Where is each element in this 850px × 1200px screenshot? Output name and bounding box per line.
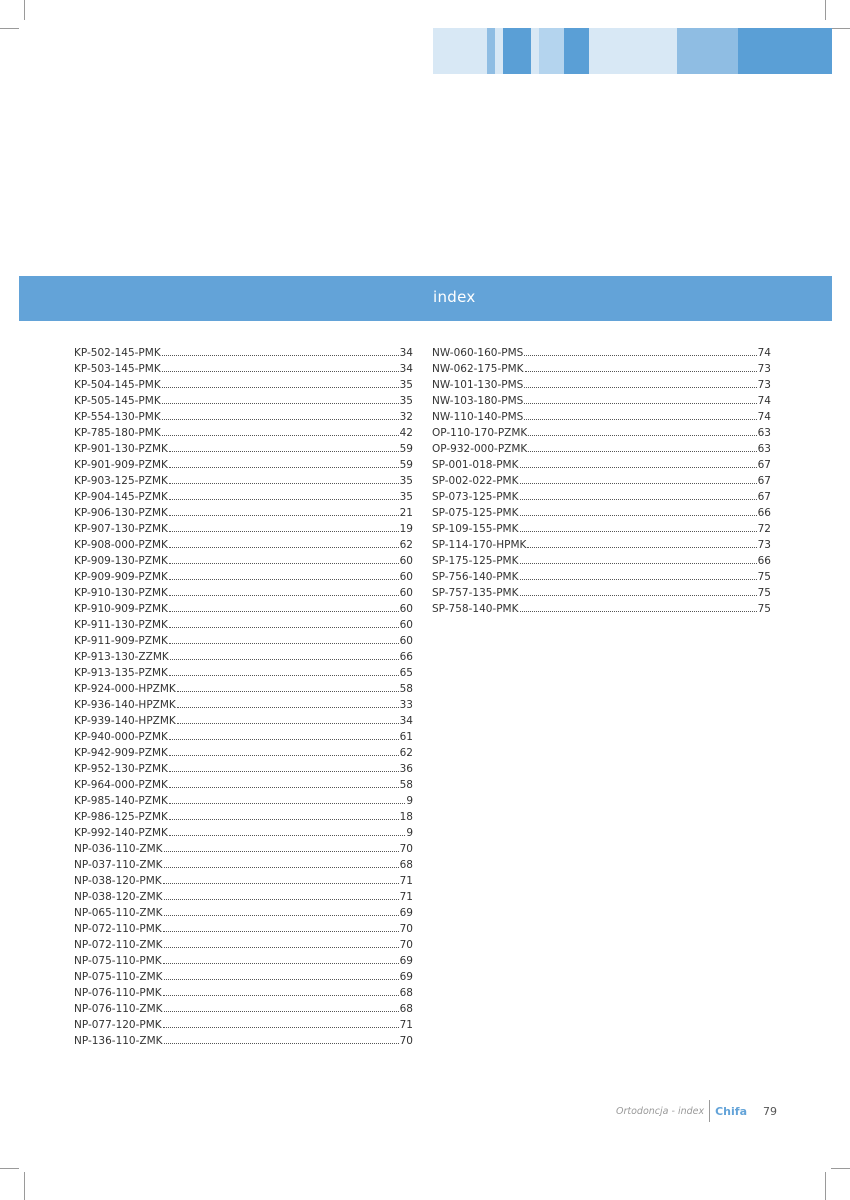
page-ref: 35 <box>399 379 413 391</box>
index-entry <box>74 649 413 665</box>
product-code: NP-072-110-ZMK <box>74 939 163 951</box>
index-entry <box>74 905 413 921</box>
page-ref: 75 <box>757 603 771 615</box>
dot-leader <box>177 707 399 708</box>
index-entry <box>74 793 413 809</box>
deco-block <box>564 28 589 74</box>
index-entry <box>74 665 413 681</box>
index-entry <box>74 393 413 409</box>
page-ref: 59 <box>399 443 413 455</box>
index-entry <box>432 521 771 537</box>
index-entry <box>74 441 413 457</box>
dot-leader <box>169 579 399 580</box>
dot-leader <box>162 371 399 372</box>
dot-leader <box>164 1043 399 1044</box>
dot-leader <box>163 931 399 932</box>
page-footer <box>616 1100 777 1122</box>
page-ref: 62 <box>399 747 413 759</box>
product-code: KP-909-909-PZMK <box>74 571 168 583</box>
product-code: KP-910-909-PZMK <box>74 603 168 615</box>
dot-leader <box>163 995 399 996</box>
product-code: NP-076-110-PMK <box>74 987 162 999</box>
product-code: SP-075-125-PMK <box>432 507 519 519</box>
dot-leader <box>162 387 399 388</box>
dot-leader <box>163 883 399 884</box>
dot-leader <box>164 1011 399 1012</box>
page-ref: 74 <box>757 411 771 423</box>
page-ref: 62 <box>399 539 413 551</box>
page-ref: 18 <box>399 811 413 823</box>
index-entry <box>432 553 771 569</box>
page-ref: 71 <box>399 1019 413 1031</box>
page-ref: 35 <box>399 491 413 503</box>
deco-block <box>495 28 503 74</box>
page-ref: 63 <box>757 443 771 455</box>
product-code: KP-952-130-PZMK <box>74 763 168 775</box>
dot-leader <box>169 611 399 612</box>
index-entry <box>74 777 413 793</box>
index-entry <box>432 569 771 585</box>
index-entry <box>432 505 771 521</box>
product-code: KP-913-130-ZZMK <box>74 651 169 663</box>
index-entry <box>74 425 413 441</box>
dot-leader <box>169 819 399 820</box>
dot-leader <box>177 723 399 724</box>
index-entry <box>74 937 413 953</box>
index-entry <box>74 857 413 873</box>
page-ref: 68 <box>399 859 413 871</box>
dot-leader <box>164 979 399 980</box>
dot-leader <box>520 515 757 516</box>
index-entry <box>74 585 413 601</box>
product-code: SP-114-170-HPMK <box>432 539 527 551</box>
page-ref: 75 <box>757 587 771 599</box>
product-code: SP-001-018-PMK <box>432 459 519 471</box>
dot-leader <box>177 691 399 692</box>
page-ref: 70 <box>399 923 413 935</box>
index-entry <box>74 841 413 857</box>
dot-leader <box>524 355 756 356</box>
product-code: NW-060-160-PMS <box>432 347 524 359</box>
dot-leader <box>524 387 756 388</box>
product-code: KP-939-140-HPZMK <box>74 715 176 727</box>
product-code: NW-101-130-PMS <box>432 379 524 391</box>
product-code: KP-992-140-PZMK <box>74 827 168 839</box>
product-code: NP-038-120-ZMK <box>74 891 163 903</box>
dot-leader <box>169 803 405 804</box>
page-ref: 60 <box>399 571 413 583</box>
page-ref: 34 <box>399 347 413 359</box>
product-code: KP-504-145-PMK <box>74 379 161 391</box>
product-code: KP-942-909-PZMK <box>74 747 168 759</box>
product-code: SP-002-022-PMK <box>432 475 519 487</box>
product-code: OP-932-000-PZMK <box>432 443 528 455</box>
page-ref: 75 <box>757 571 771 583</box>
crop-mark <box>0 28 19 29</box>
product-code: KP-554-130-PMK <box>74 411 161 423</box>
dot-leader <box>169 755 399 756</box>
crop-mark <box>0 1168 19 1169</box>
page-ref: 58 <box>399 779 413 791</box>
index-entry <box>74 409 413 425</box>
dot-leader <box>169 467 399 468</box>
dot-leader <box>169 675 399 676</box>
product-code: KP-909-130-PZMK <box>74 555 168 567</box>
dot-leader <box>164 947 399 948</box>
dot-leader <box>169 643 399 644</box>
page-ref: 73 <box>757 379 771 391</box>
index-entry <box>432 425 771 441</box>
dot-leader <box>525 371 757 372</box>
index-entry <box>432 441 771 457</box>
page-ref: 68 <box>399 1003 413 1015</box>
page-ref: 21 <box>399 507 413 519</box>
page-ref: 60 <box>399 587 413 599</box>
deco-block <box>487 28 495 74</box>
index-entry <box>74 953 413 969</box>
page-ref: 9 <box>406 795 413 807</box>
crop-mark <box>825 1172 826 1200</box>
index-entry <box>432 473 771 489</box>
product-code: NP-075-110-PMK <box>74 955 162 967</box>
index-entry <box>74 601 413 617</box>
product-code: KP-910-130-PZMK <box>74 587 168 599</box>
product-code: SP-175-125-PMK <box>432 555 519 567</box>
dot-leader <box>169 451 399 452</box>
index-entry <box>74 1017 413 1033</box>
page-ref: 73 <box>757 363 771 375</box>
product-code: KP-904-145-PZMK <box>74 491 168 503</box>
crop-mark <box>831 28 850 29</box>
index-entry <box>74 809 413 825</box>
product-code: KP-907-130-PZMK <box>74 523 168 535</box>
dot-leader <box>169 531 399 532</box>
dot-leader <box>164 851 399 852</box>
deco-block <box>539 28 564 74</box>
page-ref: 69 <box>399 907 413 919</box>
product-code: KP-924-000-HPZMK <box>74 683 176 695</box>
index-entry <box>74 889 413 905</box>
product-code: NW-103-180-PMS <box>432 395 524 407</box>
dot-leader <box>169 787 399 788</box>
crop-mark <box>831 1168 850 1169</box>
deco-block <box>433 28 487 74</box>
index-entry <box>74 553 413 569</box>
index-entry <box>74 985 413 1001</box>
index-entry <box>432 457 771 473</box>
deco-block <box>503 28 531 74</box>
index-entry <box>74 825 413 841</box>
page-ref: 32 <box>399 411 413 423</box>
product-code: KP-901-130-PZMK <box>74 443 168 455</box>
product-code: KP-986-125-PZMK <box>74 811 168 823</box>
page-ref: 36 <box>399 763 413 775</box>
deco-block <box>738 28 832 74</box>
page-ref: 67 <box>757 459 771 471</box>
index-entry <box>74 697 413 713</box>
footer-brand: Chifa <box>715 1104 747 1118</box>
page-ref: 69 <box>399 971 413 983</box>
dot-leader <box>169 483 399 484</box>
product-code: NP-037-110-ZMK <box>74 859 163 871</box>
product-code: NP-076-110-ZMK <box>74 1003 163 1015</box>
index-entry <box>74 345 413 361</box>
product-code: KP-908-000-PZMK <box>74 539 168 551</box>
index-entry <box>432 601 771 617</box>
page-ref: 72 <box>757 523 771 535</box>
index-entry <box>74 1033 413 1049</box>
dot-leader <box>162 403 399 404</box>
index-entry <box>74 713 413 729</box>
crop-mark <box>24 1172 25 1200</box>
dot-leader <box>528 451 756 452</box>
page-ref: 71 <box>399 875 413 887</box>
index-entry <box>74 505 413 521</box>
product-code: KP-505-145-PMK <box>74 395 161 407</box>
footer-divider <box>709 1100 710 1122</box>
dot-leader <box>169 563 399 564</box>
product-code: SP-073-125-PMK <box>432 491 519 503</box>
page-ref: 33 <box>399 699 413 711</box>
page-ref: 59 <box>399 459 413 471</box>
index-entry <box>74 921 413 937</box>
page-ref: 34 <box>399 363 413 375</box>
page-ref: 67 <box>757 491 771 503</box>
footer-section-label: Ortodoncja - index <box>616 1105 705 1117</box>
product-code: KP-906-130-PZMK <box>74 507 168 519</box>
product-code: KP-985-140-PZMK <box>74 795 168 807</box>
index-entry <box>74 969 413 985</box>
index-entry <box>74 457 413 473</box>
index-entry <box>432 489 771 505</box>
dot-leader <box>520 579 757 580</box>
product-code: KP-911-909-PZMK <box>74 635 168 647</box>
index-entry <box>74 633 413 649</box>
page-ref: 9 <box>406 827 413 839</box>
product-code: NP-065-110-ZMK <box>74 907 163 919</box>
product-code: KP-502-145-PMK <box>74 347 161 359</box>
page-ref: 60 <box>399 603 413 615</box>
dot-leader <box>169 547 399 548</box>
section-title: index <box>433 288 476 306</box>
product-code: KP-901-909-PZMK <box>74 459 168 471</box>
dot-leader <box>520 499 757 500</box>
product-code: KP-903-125-PZMK <box>74 475 168 487</box>
product-code: NP-077-120-PMK <box>74 1019 162 1031</box>
product-code: KP-503-145-PMK <box>74 363 161 375</box>
product-code: SP-756-140-PMK <box>432 571 519 583</box>
page-ref: 60 <box>399 635 413 647</box>
dot-leader <box>169 739 399 740</box>
page-ref: 70 <box>399 939 413 951</box>
dot-leader <box>163 1027 399 1028</box>
index-entry <box>74 569 413 585</box>
index-entry <box>74 537 413 553</box>
index-entry <box>74 617 413 633</box>
dot-leader <box>524 419 756 420</box>
deco-block <box>677 28 738 74</box>
dot-leader <box>524 403 756 404</box>
page-ref: 71 <box>399 891 413 903</box>
page-ref: 70 <box>399 843 413 855</box>
page-ref: 66 <box>757 507 771 519</box>
dot-leader <box>528 435 756 436</box>
page-ref: 65 <box>399 667 413 679</box>
page-ref: 60 <box>399 619 413 631</box>
dot-leader <box>164 915 399 916</box>
dot-leader <box>169 595 399 596</box>
product-code: NW-110-140-PMS <box>432 411 524 423</box>
dot-leader <box>164 899 399 900</box>
product-code: KP-911-130-PZMK <box>74 619 168 631</box>
dot-leader <box>527 547 756 548</box>
product-code: KP-913-135-PZMK <box>74 667 168 679</box>
index-entry <box>432 345 771 361</box>
product-code: KP-964-000-PZMK <box>74 779 168 791</box>
dot-leader <box>169 627 399 628</box>
page-ref: 58 <box>399 683 413 695</box>
index-entry <box>74 729 413 745</box>
index-entry <box>432 377 771 393</box>
crop-mark <box>24 0 25 20</box>
product-code: KP-936-140-HPZMK <box>74 699 176 711</box>
page-ref: 63 <box>757 427 771 439</box>
product-code: OP-110-170-PZMK <box>432 427 528 439</box>
page-ref: 68 <box>399 987 413 999</box>
product-code: NP-075-110-ZMK <box>74 971 163 983</box>
page-ref: 34 <box>399 715 413 727</box>
index-entry <box>432 585 771 601</box>
page-ref: 74 <box>757 395 771 407</box>
product-code: SP-758-140-PMK <box>432 603 519 615</box>
deco-block <box>531 28 539 74</box>
index-entry <box>74 521 413 537</box>
dot-leader <box>169 515 399 516</box>
dot-leader <box>520 563 757 564</box>
page-ref: 61 <box>399 731 413 743</box>
index-entry <box>74 361 413 377</box>
dot-leader <box>520 467 757 468</box>
product-code: KP-785-180-PMK <box>74 427 161 439</box>
index-entry <box>74 489 413 505</box>
page-ref: 42 <box>399 427 413 439</box>
dot-leader <box>162 435 399 436</box>
dot-leader <box>520 595 757 596</box>
deco-block <box>589 28 677 74</box>
section-header <box>19 276 832 321</box>
page-ref: 60 <box>399 555 413 567</box>
index-entry <box>432 393 771 409</box>
product-code: KP-940-000-PZMK <box>74 731 168 743</box>
page-ref: 67 <box>757 475 771 487</box>
dot-leader <box>162 355 399 356</box>
dot-leader <box>169 499 399 500</box>
index-entry <box>432 361 771 377</box>
index-entry <box>74 761 413 777</box>
index-column-right <box>432 345 771 617</box>
product-code: NW-062-175-PMK <box>432 363 524 375</box>
index-entry <box>74 1001 413 1017</box>
dot-leader <box>163 963 399 964</box>
dot-leader <box>520 483 757 484</box>
page-ref: 70 <box>399 1035 413 1047</box>
page-ref: 66 <box>399 651 413 663</box>
page-number: 79 <box>763 1104 777 1118</box>
product-code: NP-072-110-PMK <box>74 923 162 935</box>
dot-leader <box>164 867 399 868</box>
index-column-left <box>74 345 413 1049</box>
index-entry <box>432 409 771 425</box>
page-ref: 35 <box>399 475 413 487</box>
page-ref: 66 <box>757 555 771 567</box>
index-entry <box>74 473 413 489</box>
product-code: SP-109-155-PMK <box>432 523 519 535</box>
page-ref: 74 <box>757 347 771 359</box>
dot-leader <box>162 419 399 420</box>
product-code: SP-757-135-PMK <box>432 587 519 599</box>
page-ref: 19 <box>399 523 413 535</box>
page-ref: 69 <box>399 955 413 967</box>
page-ref: 35 <box>399 395 413 407</box>
dot-leader <box>520 611 757 612</box>
product-code: NP-036-110-ZMK <box>74 843 163 855</box>
dot-leader <box>169 835 405 836</box>
product-code: NP-038-120-PMK <box>74 875 162 887</box>
index-entry <box>432 537 771 553</box>
dot-leader <box>170 659 399 660</box>
dot-leader <box>520 531 757 532</box>
index-entry <box>74 377 413 393</box>
dot-leader <box>169 771 399 772</box>
page-ref: 73 <box>757 539 771 551</box>
index-entry <box>74 681 413 697</box>
index-entry <box>74 873 413 889</box>
product-code: NP-136-110-ZMK <box>74 1035 163 1047</box>
crop-mark <box>825 0 826 20</box>
index-entry <box>74 745 413 761</box>
